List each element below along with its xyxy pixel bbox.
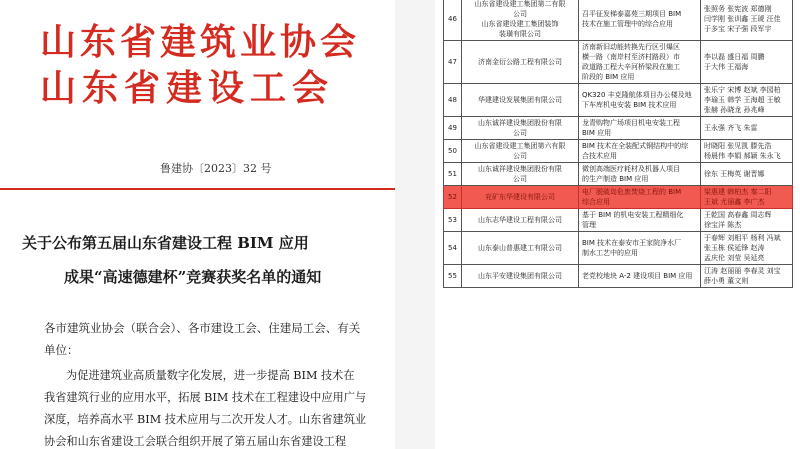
table-row [444,117,793,140]
organization-cell [462,209,579,232]
addressee-continuation: 单位： [44,343,79,357]
row-number-cell: 48 [444,84,462,117]
project-cell-line: BIM 应用 [582,129,612,137]
project-cell-line: 的生产制造 BIM 应用 [582,175,649,183]
project-cell-line: 济南新旧动能转换先行区引爆区 [582,43,680,51]
project-cell [579,84,701,117]
participants-cell-line: 徐东 王梅英 谢晋娜 [704,170,765,178]
organization-cell [462,0,579,41]
organization-cell [462,84,579,117]
participants-cell-line: 时晓阳 张见凯 滕先浩 [704,142,772,150]
participants-cell [701,209,793,232]
table-row [444,84,793,117]
table-row-highlighted [444,186,793,209]
project-cell-line: 电厂脱硫岛危废焚烧工程的 BIM [582,188,682,196]
organization-cell [462,163,579,186]
project-cell [579,232,701,265]
table-row [444,209,793,232]
organization-cell-line: 山东省建设建工集团第二有限 [474,0,566,8]
notice-document-page [0,0,395,449]
participants-cell-line: 王斌 尤丽鑫 李广杰 [704,198,765,206]
organization-cell-line: 公司 [513,175,527,183]
row-number-cell: 52 [444,186,462,209]
body-line: 协会和山东省建设工会联合组织开展了第五届山东省建设工程 [44,435,347,448]
body-line: 深度，培养高水平 BIM 技术应用与二次开发人才。山东省建筑业 [44,413,367,426]
table-row [444,163,793,186]
issuer-name-2: 山东省建设工会 [40,67,335,109]
participants-cell-line: 于春辉 刘相平 杨利 冯斌 [704,234,781,242]
participants-cell [701,265,793,288]
project-cell [579,117,701,140]
participants-cell-line: 江涛 赵丽丽 李春灵 刘宝 [704,267,781,275]
organization-cell-line: 公司 [513,10,527,18]
organization-cell-line: 山东志华建设工程有限公司 [478,216,562,224]
participants-cell-line: 闫学刚 张训鑫 王琥 汪佳 [704,15,781,23]
organization-cell-line: 公司 [513,129,527,137]
organization-cell-line: 山东诚祥建设集团股份有限 [478,119,562,127]
issuer-name-1: 山东省建筑业协会 [40,21,361,63]
organization-cell [462,232,579,265]
participants-cell-line: 梁惠建 韩柏杰 秦二阳 [704,188,772,196]
table-row [444,41,793,84]
participants-cell [701,41,793,84]
participants-cell [701,84,793,117]
award-table [443,0,793,288]
participants-cell-line: 李瑜玉 韩学 王海超 王敏 [704,96,781,104]
award-list-page [435,0,800,449]
organization-cell-line: 山东省建设建工集团第六有限 [474,142,566,150]
project-cell-line: 老党校地块 A-2 建设项目 BIM 应用 [582,272,693,280]
participants-cell-line: 薛小勇 董文则 [704,277,749,285]
organization-cell-line: 济南金衍公路工程有限公司 [478,58,562,66]
project-cell [579,41,701,84]
project-cell-line: BIM 技术在泰安市王家院净水厂 [582,239,682,247]
participants-cell-line: 张赫 孙晓龙 孙兆峰 [704,106,765,114]
notice-body [44,365,379,449]
row-number-cell: 46 [444,0,462,41]
organization-cell-line: 山东泰山普惠建工有限公司 [478,244,562,252]
project-cell-line: 技术在施工管理中的综合应用 [582,20,673,28]
row-number-cell: 51 [444,163,462,186]
organization-cell-line: 山东诚祥建设集团股份有限 [478,165,562,173]
project-cell-line: 下车库机电安装 BIM 技术应用 [582,101,677,109]
project-cell-line: 制水工艺中的应用 [582,249,638,257]
project-cell-line: 基于 BIM 的机电安装工程精细化 [582,211,684,219]
participants-cell-line: 于大伟 王福海 [704,63,749,71]
organization-cell [462,117,579,140]
project-cell [579,140,701,163]
participants-cell-line: 张玉栋 侯延锋 赵涛 [704,244,765,252]
notice-title-line-2: 成果“高速德建杯”竞赛获奖名单的通知 [64,268,322,286]
project-cell-line: QK320 丰克隆航体项目办公楼及地 [582,91,692,99]
table-row [444,140,793,163]
project-cell-line: 召平征发梯泰嘉苑三期项目 BIM [582,10,682,18]
red-divider [0,188,395,190]
organization-cell [462,265,579,288]
body-line: 我省建筑行业的应用水平，拓展 BIM 技术在工程建设中应用广与 [44,391,367,404]
project-cell-line: 管理 [582,221,596,229]
project-cell [579,0,701,41]
project-cell [579,163,701,186]
project-cell [579,209,701,232]
participants-cell-line: 张乐宁 宋博 赵斌 李园柏 [704,86,781,94]
organization-cell-line: 华建建设发展集团有限公司 [478,96,562,104]
participants-cell [701,232,793,265]
row-number-cell: 50 [444,140,462,163]
row-number-cell: 54 [444,232,462,265]
table-row [444,0,793,41]
project-cell-line: 横一路（南岸村至济村路段）市 [582,53,680,61]
table-row [444,265,793,288]
participants-cell [701,140,793,163]
notice-title-line-1: 关于公布第五届山东省建设工程 BIM 应用 [22,234,309,252]
participants-cell-line: 张照务 张宪波 郑德刚 [704,5,772,13]
addressee-line: 各市建筑业协会（联合会）、各市建设工会、住建局工会、有关 [44,321,361,335]
table-row [444,232,793,265]
row-number-cell: 55 [444,265,462,288]
project-cell [579,186,701,209]
row-number-cell: 47 [444,41,462,84]
project-cell [579,265,701,288]
project-cell-line: 微创高端医疗耗材及机器人项目 [582,165,680,173]
participants-cell [701,163,793,186]
body-line: 为促进建筑业高质量数字化发展，进一步提高 BIM 技术在 [66,369,355,382]
participants-cell-line: 王永强 齐飞 朱雷 [704,124,758,132]
participants-cell-line: 王乾国 高春鑫 周志辉 [704,211,772,219]
project-cell-line: 政道路工程大辛河桥梁段在施工 [582,63,680,71]
organization-cell-line: 公司 [513,152,527,160]
participants-cell-line: 杨晨伟 李娟 郝颖 朱永飞 [704,152,781,160]
participants-cell [701,186,793,209]
organization-cell [462,41,579,84]
page-gap [395,0,435,449]
project-cell-line: BIM 技术在全装配式钢结构中的综 [582,142,689,150]
participants-cell-line: 于多宝 宋子强 段军宇 [704,25,772,33]
participants-cell [701,0,793,41]
organization-cell-line: 山东平安建设集团有限公司 [478,272,562,280]
organization-cell [462,186,579,209]
participants-cell [701,117,793,140]
project-cell-line: 龙青购物广场项目机电安装工程 [582,119,680,127]
row-number-cell: 49 [444,117,462,140]
project-cell-line: 综合应用 [582,198,610,206]
document-number: 鲁建协〔2023〕32 号 [160,162,272,175]
project-cell-line: 合技术应用 [582,152,617,160]
organization-cell [462,140,579,163]
organization-cell-line: 装璜有限公司 [499,30,541,38]
participants-cell-line: 徐宝洋 陈杰 [704,221,742,229]
participants-cell-line: 李以磊 盛日福 周鹏 [704,53,765,61]
organization-cell-line: 兖矿东华建设有限公司 [485,193,555,201]
organization-cell-line: 山东省建设建工集团装饰 [481,20,559,28]
project-cell-line: 阶段的 BIM 应用 [582,73,635,81]
participants-cell-line: 孟庆伦 刘莹 吴延亮 [704,254,765,262]
row-number-cell: 53 [444,209,462,232]
